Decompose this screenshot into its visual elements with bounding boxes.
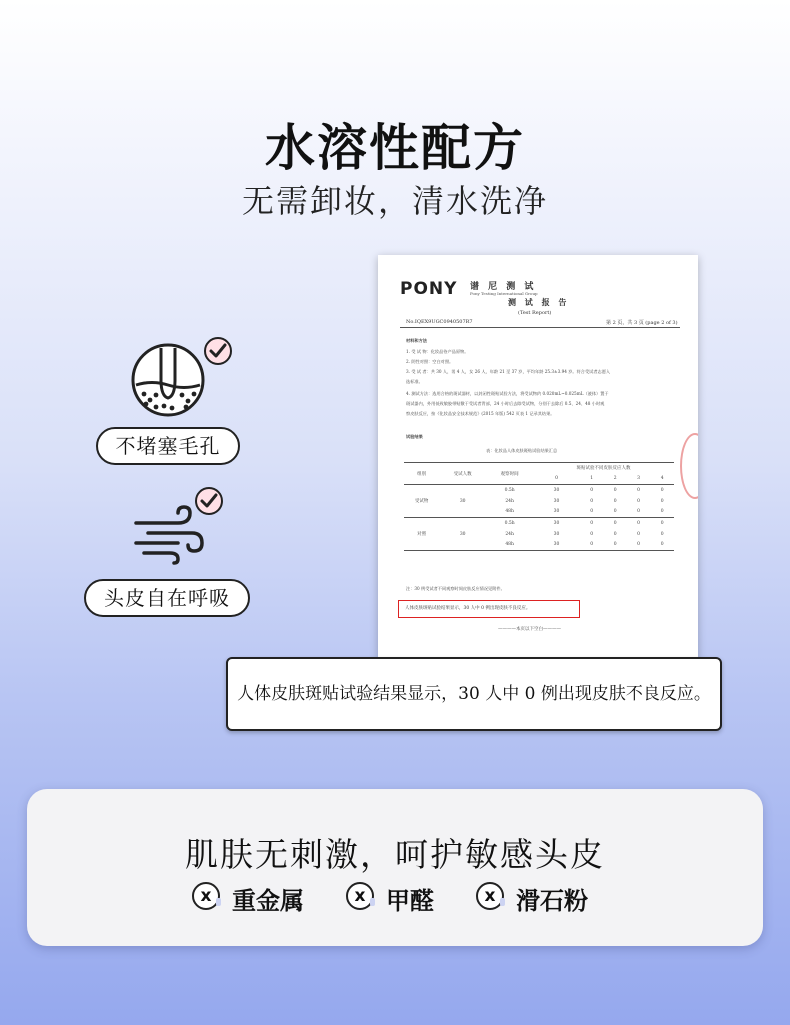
end-mark: ————本页以下空白————: [498, 627, 561, 632]
table-note: 注：30 例受试者不同观察时间皮肤反应情况见附件。: [406, 586, 505, 591]
test-report-document: [378, 255, 698, 660]
table-cell: 0: [613, 531, 617, 537]
card-title: 肌肤无刺激，呵护敏感头皮: [185, 835, 605, 874]
table-cell: 0: [590, 520, 594, 526]
report-line: 3. 受 试 者：共 30 人，男 4 人，女 26 人，年龄 21 至 37 岁，平均年龄 25.3±3.94 岁。符合受试者志愿入: [406, 369, 611, 374]
table-cell: 0: [660, 542, 664, 548]
report-title: 测 试 报 告: [508, 297, 570, 307]
table-cell: 0: [637, 498, 641, 504]
table-cell: 0: [590, 542, 594, 548]
report-logo: PONY: [400, 279, 458, 299]
results-table: [404, 462, 674, 551]
table-cell: 24h: [505, 498, 514, 504]
table-header: 斑贴试验不同皮肤反应人数: [576, 466, 631, 472]
no-irritation-card: [27, 789, 763, 946]
free-of-label: 重金属: [232, 887, 304, 915]
table-cell: 30: [553, 531, 560, 537]
feature-label-pores: 不堵塞毛孔: [96, 427, 240, 465]
table-cell: 30: [553, 498, 560, 504]
table-cell: 24h: [505, 531, 514, 537]
seal-stamp: [680, 433, 698, 499]
table-cell: 0.5h: [504, 520, 515, 526]
section-heading: 材料和方法: [406, 338, 427, 343]
table-cell: 0: [613, 498, 617, 504]
table-cell: 0: [637, 531, 641, 537]
report-company-en: Pony Testing International Group: [470, 291, 538, 296]
table-cell: 0: [613, 520, 617, 526]
table-cell: 0: [637, 509, 641, 515]
report-company: 谱 尼 测 试: [470, 282, 537, 292]
table-row: [404, 518, 674, 529]
table-cell: 0: [637, 542, 641, 548]
table-cell: 30: [439, 518, 486, 551]
report-line: 4. 测试方法：选用合格的斑试器材，以封闭性斑贴试验方法，将受试物约 0.020mL~0.025mL（液体）置于: [406, 391, 609, 396]
report-line: 斑试器内，外用低致敏胶带贴敷于受试者背部，24 小时后去除受试物，分别于去除后 0.5、24、48 小时观: [406, 401, 605, 406]
report-line: 2. 阴性对照：空白对照。: [406, 359, 454, 364]
table-cell: 对照: [404, 518, 439, 551]
table-cell: 0: [590, 509, 594, 515]
check-icon: [204, 337, 232, 365]
table-cell: 0: [637, 520, 641, 526]
table-cell: 30: [459, 498, 466, 504]
grade-header: 2: [613, 476, 617, 482]
grade-header: 3: [637, 476, 641, 482]
section-heading: 试验结果: [406, 434, 423, 439]
table-cell: 0: [660, 498, 664, 504]
table-cell: 0: [590, 498, 594, 504]
table-cell: 0: [590, 487, 594, 493]
table-cell: 0: [613, 542, 617, 548]
table-cell: 受试物: [414, 499, 429, 504]
page-title: 水溶性配方: [265, 119, 525, 177]
table-header: 组别: [404, 463, 439, 485]
table-cell: 0: [613, 509, 617, 515]
wind-icon: [134, 505, 206, 565]
x-icon: x: [346, 882, 374, 910]
table-header: 观察时间: [486, 463, 533, 485]
report-line: 选标准。: [406, 379, 423, 384]
grade-header: 4: [660, 476, 664, 482]
x-icon: x: [476, 882, 504, 910]
report-number: No.IQEX9UGC0940507R7: [406, 319, 473, 325]
report-line: 察皮肤反应，按《化妆品安全技术规范》(2015 年版) 542 页表 1 记录其结果。: [406, 411, 555, 416]
table-cell: 0: [660, 531, 664, 537]
grade-header: 1: [590, 476, 594, 482]
table-cell: 0: [590, 531, 594, 537]
highlight-box: 人体皮肤斑贴试验结果显示，30 人中 0 例出现皮肤不良反应。: [398, 600, 580, 618]
table-caption: 表：化妆品人体皮肤斑贴试验结果汇总: [486, 448, 558, 453]
table-cell: 48h: [505, 542, 514, 548]
table-cell: 0: [637, 487, 641, 493]
table-cell: 30: [553, 542, 560, 548]
feature-label-breathing: 头皮自在呼吸: [84, 579, 250, 617]
report-title-en: (Test Report): [518, 310, 552, 316]
hair-follicle-icon: [130, 340, 210, 420]
table-cell: 0.5h: [504, 487, 515, 493]
report-page: 第 2 页，共 3 页 (page 2 of 3): [606, 320, 678, 326]
table-cell: 48h: [505, 509, 514, 515]
free-of-label: 甲醛: [386, 887, 434, 915]
table-cell: 30: [553, 487, 560, 493]
table-cell: 30: [553, 520, 560, 526]
table-cell: 0: [660, 487, 664, 493]
table-cell: 30: [553, 509, 560, 515]
result-callout: 人体皮肤斑贴试验结果显示，30 人中 0 例出现皮肤不良反应。: [226, 657, 722, 731]
table-cell: 0: [660, 520, 664, 526]
table-row: [404, 485, 674, 496]
report-line: 1. 受 试 物：化妆品待产品原物。: [406, 349, 469, 354]
free-of-label: 滑石粉: [516, 887, 588, 915]
page-subtitle: 无需卸妆，清水洗净: [241, 182, 548, 220]
grade-header: 0: [555, 476, 558, 482]
table-cell: 0: [613, 487, 617, 493]
table-header: 受试人数: [439, 463, 486, 485]
check-icon: [195, 487, 223, 515]
table-cell: 0: [660, 509, 664, 515]
divider: [400, 327, 680, 328]
x-icon: x: [192, 882, 220, 910]
